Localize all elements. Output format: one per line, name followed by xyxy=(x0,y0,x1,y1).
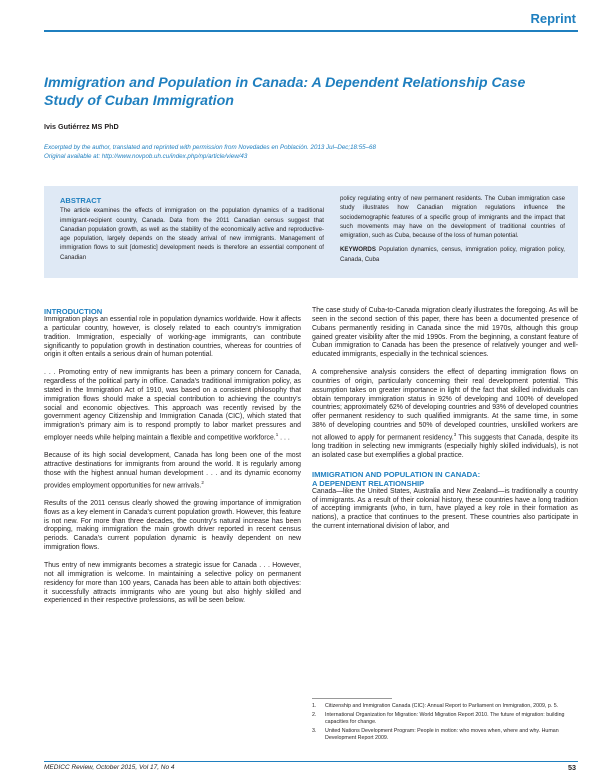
body-column-right xyxy=(312,307,578,541)
paragraph-1: Immigration plays an essential role in population dynamics worldwide. How it affects a particular country, however, is closely related to each country's immigration tradition. Immigration, especially of working-age immigrants, can contribute significantly to population growth in destination countries, whereas for countries of origin it often entails a serious drain of human potential. xyxy=(44,316,301,359)
paragraph-3 xyxy=(44,452,301,491)
paragraph-2-tail: . . . xyxy=(278,434,290,442)
footnote-number: 1. xyxy=(312,703,317,709)
paragraph-5: Thus entry of new immigrants becomes a strategic issue for Canada . . . However, not all immigration is welcome. In maintaining a selective policy on permanent residency for more than 100 years, Canada has been able to attain both objectives: it successfully attracts immigrants who are young but also highly skilled and experienced in their respective professions, as will be seen below. xyxy=(44,562,301,605)
section-2-heading-line-2: A DEPENDENT RELATIONSHIP xyxy=(312,478,425,488)
footnote-item xyxy=(312,712,574,726)
article-title: Immigration and Population in Canada: A Dependent Relationship Case Study of Cuban Immigration xyxy=(44,75,526,109)
footnotes xyxy=(312,703,574,744)
keywords xyxy=(340,245,565,264)
paragraph-r1: The case study of Cuba-to-Canada migration clearly illustrates the foregoing. As will be seen in the second section of this paper, there has been a documented presence of Cubans permanently residing in Canada since the mid 1970s, although this group gained greater visibility after the mid 1990s. From the beginning, a constant feature of Cuban immigration to Canada has been the presence of relatively younger and well-educated immigrants, especially in the technical sciences. xyxy=(312,307,578,359)
footnote-item xyxy=(312,703,574,710)
section-2-heading xyxy=(312,470,578,488)
abstract-column-left xyxy=(60,196,324,262)
abstract-text-left: The article examines the effects of immigration on the population dynamics of a traditional immigrant-recipient country, Canada. Data from the 2011 Canadian census suggest that Canadian population growth, as well as the stability of the economically active and reproductive-age population, largely depends on the steady arrival of new immigrants. Management of immigration flows to suit [domestic] development needs is therefore an essential component of Canadian xyxy=(60,207,324,261)
page-number: 53 xyxy=(568,763,576,772)
reference-2: 2 xyxy=(201,479,204,485)
author-name: Ivis Gutiérrez MS PhD xyxy=(44,122,119,131)
paragraph-3-text: Because of its high social development, Canada has long been one of the most attractive destinations for immigrants from around the world. It is regularly among those with the highest annual human development . . . and its dynamic economy provides employment opportunities for new arrivals. xyxy=(44,452,301,490)
top-rule xyxy=(44,30,578,32)
section-2-heading-line-1: IMMIGRATION AND POPULATION IN CANADA: xyxy=(312,469,481,479)
footnote-text: Citizenship and Immigration Canada (CIC): Annual Report to Parliament on Immigration, 2009, p. 5. xyxy=(325,703,559,709)
reprint-label: Reprint xyxy=(530,11,576,26)
abstract-column-right xyxy=(340,194,565,264)
footnote-number: 3. xyxy=(312,728,317,734)
excerpt-link[interactable]: Original available at: http://www.novpob.uh.cu/index.php/np/article/view/43 xyxy=(44,152,248,160)
abstract-heading: ABSTRACT xyxy=(60,196,102,205)
excerpt-line-1: Excerpted by the author, translated and reprinted with permission from Novedades en Población. 2013 Jul–Dec;18:55–68 xyxy=(44,144,376,151)
paragraph-r2 xyxy=(312,369,578,461)
keywords-label: KEYWORDS xyxy=(340,246,376,254)
footnote-rule xyxy=(312,698,392,699)
abstract-box xyxy=(44,186,578,278)
paragraph-r2-text: A comprehensive analysis considers the effect of departing immigration flows on countries of origin, particularly concerning their real development potential. This assumption takes on greater importance in light of the fact that skilled individuals can obtain temporary immigration status in 92% of developing and 100% of developed countries; approximately 62% of developing countries and 93% of developed countries offer permanent residency to such qualified immigrants. At the same time, in some 38% of developing countries and 50% of developed countries, unskilled workers are not allowed to apply for permanent residency. xyxy=(312,369,578,442)
excerpt-note xyxy=(44,144,574,162)
introduction-heading: INTRODUCTION xyxy=(44,307,103,316)
footnote-item xyxy=(312,728,574,742)
journal-citation: MEDICC Review, October 2015, Vol 17, No 4 xyxy=(44,764,175,771)
reference-1: 1 xyxy=(275,432,279,438)
footnote-text: International Organization for Migration: World Migration Report 2010. The future of migration: building capacities for change. xyxy=(325,712,565,725)
footnote-number: 2. xyxy=(312,712,317,718)
paragraph-4: Results of the 2011 census clearly showed the growing importance of immigration flows as a key element in Canada's current population growth. However, this feature is not new. For more than three decades, the country's natural increase has been dropping, making immigration the main growth driver reported in recent census periods. Canada's current population dynamic is heavily dependent on new immigration flows. xyxy=(44,499,301,552)
keywords-text: Population dynamics, census, immigration policy, migration policy, Canada, Cuba xyxy=(340,246,565,263)
abstract-text-right: policy regulating entry of new permanent residents. The Cuban immigration case study illustrates how Canadian migration regulations influence the sociodemographic features of a specific group of immigrants and the impact that such movements may have on the development of traditional countries of emigration, such as Cuba, because of the loss of human potential. xyxy=(340,195,565,239)
reference-3: 3 xyxy=(453,431,457,437)
body-column-left xyxy=(44,307,301,615)
paragraph-2 xyxy=(44,369,301,443)
paragraph-2-text: . . . Promoting entry of new immigrants has been a primary concern for Canada, regardless of the political party in office. Canada's traditional immigration policy, as stated in the Immigration Act of 1910, was based on a consistent philosophy that immigration flows should make a special contribution to achieving the country's social and economic objectives. This approach was recently revised by the government agency Citizenship and Immigration Canada (CIC), which stated that immigration's primary aim is to respond promptly to labor market pressures and employer needs while helping maintain a flexible and competitive workforce. xyxy=(44,369,301,442)
footnote-text: United Nations Development Program: People in motion: who moves when, where and why. Human Development Report 2009. xyxy=(325,728,559,741)
paragraph-r3: Canada—like the United States, Australia and New Zealand—is traditionally a country of immigrants. As a result of their colonial history, these countries have a long tradition of accepting immigrants (who, in turn, have played a key role in their formation as nations), a practice that continues to the present. These countries also participate in the current international division of labor, and xyxy=(312,487,578,531)
bottom-rule xyxy=(44,761,578,762)
paragraph-r2-tail: This suggests that Canada, despite its long tradition in selecting new immigrants (especially highly skilled individuals), is not an isolated case but exemplifies a global practice. xyxy=(312,434,578,459)
